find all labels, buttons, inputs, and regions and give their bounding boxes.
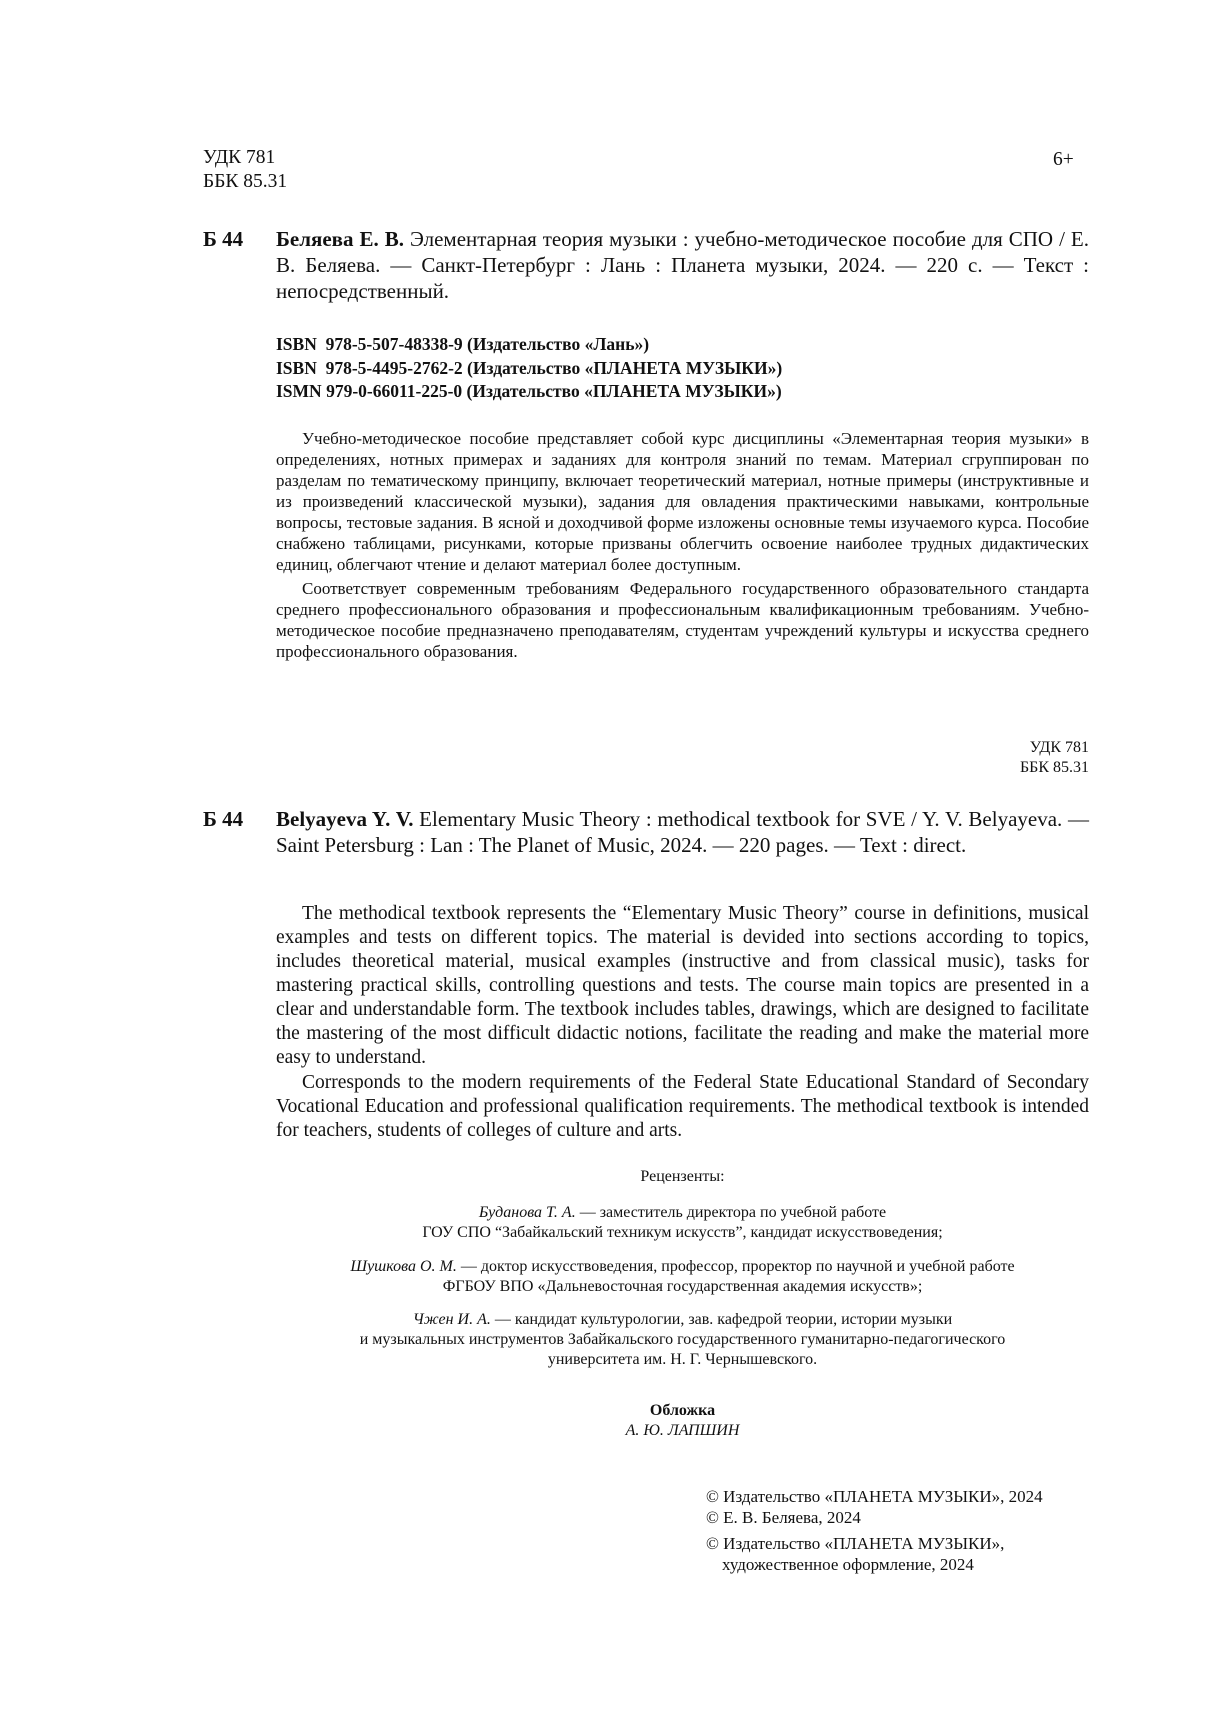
ru-bbk: ББК 85.31 [1019, 759, 1089, 776]
reviewer-3 [276, 1310, 1089, 1370]
isbn-planeta: ISBN 978-5-4495-2762-2 (Издательство «ПЛАНЕТА МУЗЫКИ») [276, 357, 783, 378]
reviewer-2-name: Шушкова О. М. [350, 1258, 457, 1275]
copyright-author: © Е. В. Беляева, 2024 [706, 1508, 861, 1527]
isbn-lan: ISBN 978-5-507-48338-9 (Издательство «Лань») [276, 334, 650, 354]
cover-artist: А. Ю. ЛАПШИН [625, 1422, 740, 1439]
ru-abstract-p2: Соответствует современным требованиям Федерального государственного образовательного стандарта среднего профессионального образования и профессиональным квалификационным требованиям. Учебно-методическое пособие предназначено преподавателям, студентам учреждений культуры и искусства среднего профессионального образования. [276, 579, 1089, 661]
ru-entry-code: Б 44 [203, 227, 244, 251]
age-rating: 6+ [1053, 149, 1074, 170]
reviewer-3-title: — кандидат культурологии, зав. кафедрой теории, истории музыки [490, 1311, 953, 1328]
ru-abstract [276, 428, 1089, 662]
copyright-design: © Издательство «ПЛАНЕТА МУЗЫКИ», [706, 1534, 1005, 1553]
ru-udk: УДК 781 [1029, 739, 1089, 756]
copyright-block [706, 1486, 1043, 1575]
copyright-publisher: © Издательство «ПЛАНЕТА МУЗЫКИ», 2024 [706, 1487, 1043, 1506]
reviewer-2 [276, 1257, 1089, 1297]
cover-label: Обложка [649, 1402, 716, 1419]
reviewer-3-name: Чжен И. А. [412, 1311, 491, 1328]
reviewer-1 [276, 1203, 1089, 1243]
reviewer-2-title: — доктор искусствоведения, профессор, проректор по научной и учебной работе [456, 1258, 1015, 1275]
isbn-block [276, 333, 782, 404]
header-bbk: ББК 85.31 [203, 171, 288, 192]
en-entry-code: Б 44 [203, 807, 244, 831]
ru-entry-description: Элементарная теория музыки : учебно-методическое пособие для СПО / Е. В. Беляева. — Санкт-Петербург : Лань : Планета музыки, 2024. — 220 с. — Текст : непосредственный. [276, 227, 1089, 303]
reviewer-1-affiliation: ГОУ СПО “Забайкальский техникум искусств”, кандидат искусствоведения; [422, 1224, 943, 1241]
ru-entry-author: Беляева Е. В. [276, 227, 405, 251]
header-udk: УДК 781 [203, 147, 276, 168]
en-abstract [276, 902, 1089, 1143]
ru-classification [889, 738, 1089, 778]
header-classification [203, 146, 287, 194]
reviewers-heading: Рецензенты: [640, 1168, 725, 1185]
ru-abstract-p1: Учебно-методическое пособие представляет собой курс дисциплины «Элементарная теория музыки» в определениях, нотных примерах и заданиях для контроля знаний по темам. Материал сгруппирован по разделам по тематическому принципу, включает теоретический материал, нотные примеры (инструктивные и из произведений классической музыки), задания для овладения практическими навыками, контрольные вопросы, тестовые задания. В ясной и доходчивой форме изложены основные темы изучаемого курса. Пособие снабжено таблицами, рисунками, которые призваны облегчить освоение наиболее трудных дидактических единиц, облегчают чтение и делают материал более доступным. [276, 429, 1089, 574]
copyright-design-note: художественное оформление, 2024 [722, 1555, 974, 1574]
reviewer-1-title: — заместитель директора по учебной работе [575, 1204, 887, 1221]
reviewer-1-name: Буданова Т. А. [478, 1204, 576, 1221]
en-abstract-p1: The methodical textbook represents the “Elementary Music Theory” course in definitions, musical examples and tests on different topics. The material is devided into sections according to topics, includes theoretical material, musical examples (instructive and from classical music), tasks for mastering practical skills, controlling questions and tests. The course main topics are presented in a clear and understandable form. The textbook includes tables, drawings, which are designed to facilitate the mastering of the most difficult didactic notions, facilitate the reading and make the material more easy to understand. [276, 903, 1089, 1068]
reviewer-3-affiliation-1: и музыкальных инструментов Забайкальского государственного гуманитарно-педагогического [359, 1331, 1006, 1348]
ru-entry-citation [276, 226, 1089, 304]
en-entry-author: Belyayeva Y. V. [276, 807, 414, 831]
ismn-planeta: ISMN 979-0-66011-225-0 (Издательство «ПЛАНЕТА МУЗЫКИ») [276, 381, 782, 401]
en-entry-citation [276, 806, 1089, 858]
reviewer-3-affiliation-2: университета им. Н. Г. Чернышевского. [547, 1351, 818, 1368]
ru-entry [203, 226, 1089, 304]
en-entry-description: Elementary Music Theory : methodical textbook for SVE / Y. V. Belyayeva. — Saint Petersburg : Lan : The Planet of Music, 2024. — 220 pages. — Text : direct. [276, 807, 1089, 857]
en-entry [203, 806, 1089, 858]
en-abstract-p2: Corresponds to the modern requirements of the Federal State Educational Standard of Secondary Vocational Education and professional qualification requirements. The methodical textbook is intended for teachers, students of colleges of culture and arts. [276, 1072, 1089, 1141]
reviewer-2-affiliation: ФГБОУ ВПО «Дальневосточная государственная академия искусств»; [442, 1278, 923, 1295]
cover-credit [276, 1401, 1089, 1441]
